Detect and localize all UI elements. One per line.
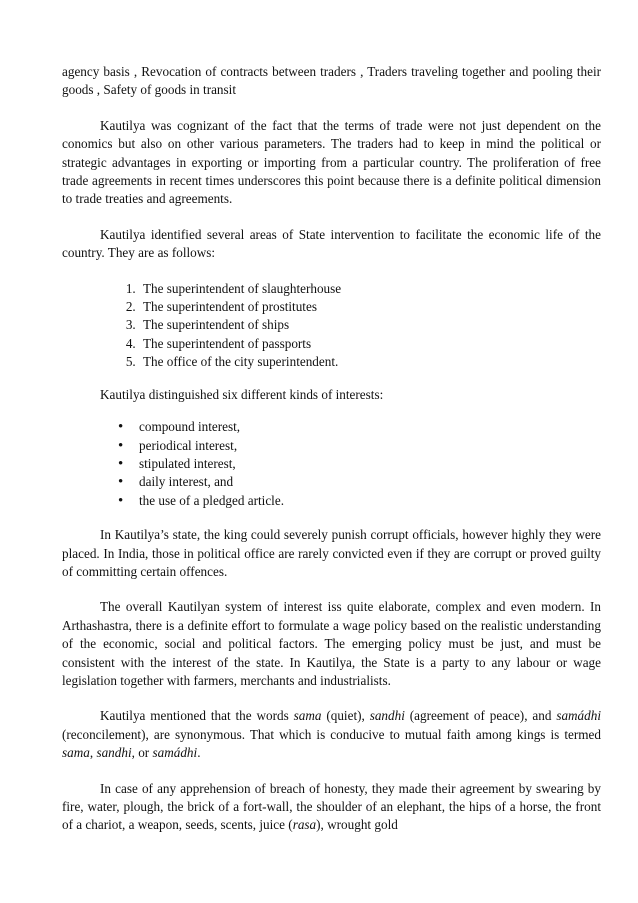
paragraph-4: Kautilya distinguished six different kinds of interests: <box>100 386 384 402</box>
paragraph-6: The overall Kautilyan system of interest iss quite elaborate, complex and even modern. In Arthashastra, there is a definite effort to formulate a wage policy based on the realistic understanding of the economic, social and political factors. The emerging policy must be just, and must be consistent with the interest of the state. In Kautilya, the State is a party to any labour or wage legislation together with farmers, merchants and industrialists. <box>62 599 601 688</box>
italic-term: samádhi <box>152 745 198 761</box>
text-run: In case of any apprehension of breach of honesty, they made their agreement by swearing by fire, water, plough, the brick of a fort-wall, the shoulder of an elephant, the hips of a horse, the front of a chariot, a weapon, seeds, scents, juice ( <box>62 780 601 833</box>
text-run: . <box>197 745 201 761</box>
text-run: (agreement of peace), and <box>404 708 557 724</box>
list-item: • compound interest, <box>134 418 601 436</box>
paragraph-7 <box>62 707 601 762</box>
document-page <box>62 63 601 852</box>
list-item: • periodical interest, <box>134 437 601 455</box>
italic-term: samádhi <box>556 708 602 724</box>
italic-term: rasa <box>292 817 317 833</box>
text-run: Kautilya mentioned that the words <box>100 708 294 724</box>
list-item: • daily interest, and <box>134 473 601 491</box>
list-item: • the use of a pledged article. <box>134 492 601 510</box>
list-item: • stipulated interest, <box>134 455 601 473</box>
text-run: , or <box>131 745 153 761</box>
numbered-list <box>62 280 601 372</box>
text-run: (quiet), <box>321 708 370 724</box>
italic-term: sama <box>293 708 322 724</box>
bullet-list <box>62 418 601 510</box>
list-item: 2. The superintendent of prostitutes <box>139 298 601 316</box>
paragraph-1: agency basis , Revocation of contracts between traders , Traders traveling together and pooling their goods , Safety of goods in transit <box>62 64 601 98</box>
paragraph-3: Kautilya identified several areas of State intervention to facilitate the economic life of the country. They are as follows: <box>62 226 601 261</box>
text-run: ), wrought gold <box>316 817 398 833</box>
paragraph-2: Kautilya was cognizant of the fact that the terms of trade were not just dependent on the conomics but also on other various parameters. The traders had to keep in mind the political or strategic advantages in exporting or importing from a particular country. The proliferation of free trade agreements in recent times underscores this point because there is a definite political dimension to trade treaties and agreements. <box>62 117 601 207</box>
text-run: , <box>89 745 97 761</box>
italic-term: sandhi <box>369 708 405 724</box>
italic-term: sandhi <box>96 745 132 761</box>
list-item: 3. The superintendent of ships <box>139 316 601 334</box>
list-item: 5. The office of the city superintendent. <box>139 353 601 371</box>
text-run: (reconcilement), are synonymous. That which is conducive to mutual faith among kings is termed <box>62 726 601 742</box>
list-item: 1. The superintendent of slaughterhouse <box>139 280 601 298</box>
paragraph-5: In Kautilya’s state, the king could severely punish corrupt officials, however highly they were placed. In India, those in political office are rarely convicted even if they are corrupt or proved guilty of committing certain offences. <box>62 527 601 579</box>
list-item: 4. The superintendent of passports <box>139 335 601 353</box>
italic-term: sama <box>62 745 90 761</box>
paragraph-8 <box>62 780 601 835</box>
